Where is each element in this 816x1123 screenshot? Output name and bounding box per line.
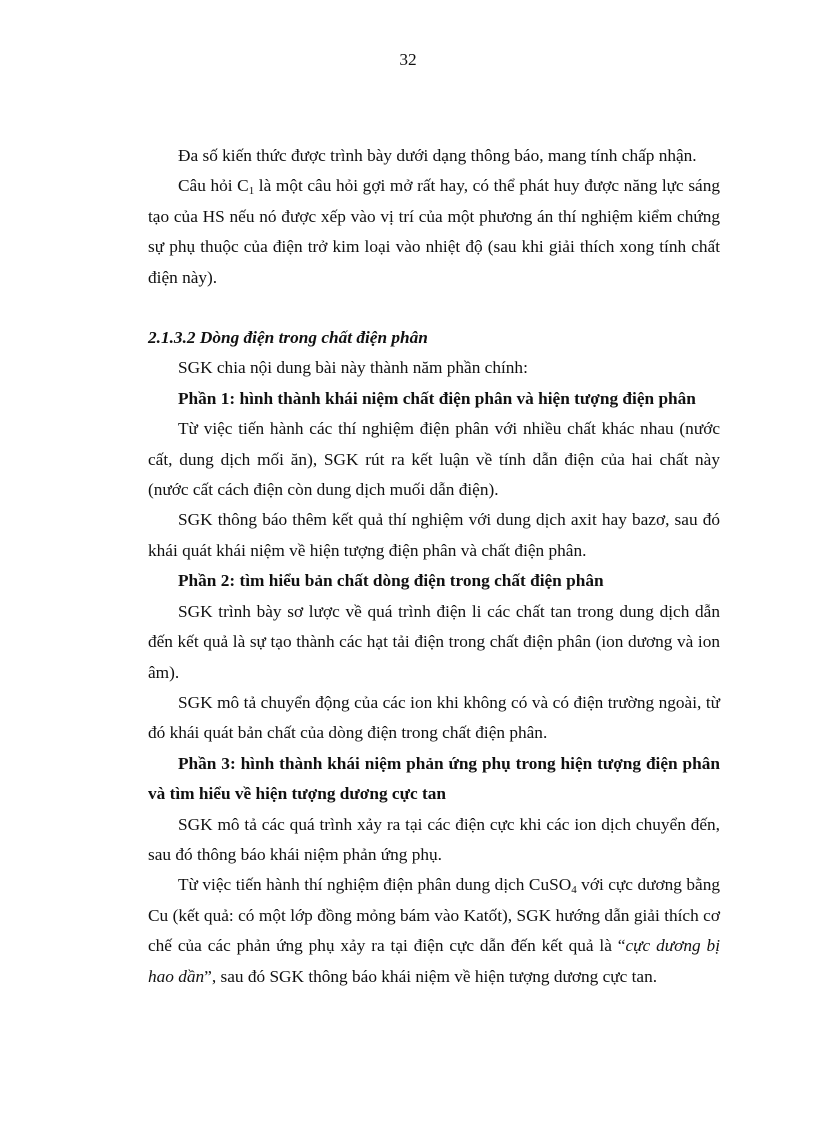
paragraph-9-text-a: Từ việc tiến hành thí nghiệm điện phân dung dịch CuSO: [178, 875, 572, 895]
paragraph-6: SGK trình bày sơ lược về quá trình điện li các chất tan trong dung dịch dẫn đến kết quả là sự tạo thành các hạt tải điện trong chất điện phân (ion dương và ion âm).: [148, 601, 720, 682]
subscript-1: 1: [248, 185, 255, 198]
part-2-title: Phần 2: tìm hiểu bản chất dòng điện trong chất điện phân: [178, 571, 604, 591]
paragraph-2: [148, 171, 720, 293]
paragraph-3: SGK chia nội dung bài này thành năm phần chính:: [178, 358, 528, 378]
paragraph-2-text-b: là một câu hỏi gợi mở rất hay, có thể phát huy được năng lực sáng tạo của HS nếu nó được xếp vào vị trí của một phương án thí nghiệm kiểm chứng sự phụ thuộc của điện trở kim loại vào nhiệt độ (sau khi giải thích xong tính chất điện này).: [148, 176, 720, 287]
page-number: 32: [399, 50, 417, 69]
body-text: [148, 141, 720, 992]
paragraph-2-text-a: Câu hỏi C: [178, 176, 249, 196]
paragraph-9-text-b: với cực dương bằng Cu (kết quả: có một lớp đồng mỏng bám vào Katốt), SGK hướng dẫn giải thích cơ chế của các phản ứng phụ xảy ra tại điện cực dẫn đến kết quả là “: [148, 875, 720, 956]
paragraph-9-text-c: ”, sau đó SGK thông báo khái niệm về hiện tượng dương cực tan.: [204, 966, 658, 986]
part-1-title: Phần 1: hình thành khái niệm chất điện phân và hiện tượng điện phân: [178, 388, 696, 408]
paragraph-5: SGK thông báo thêm kết quả thí nghiệm với dung dịch axit hay bazơ, sau đó khái quát khái niệm về hiện tượng điện phân và chất điện phân.: [148, 510, 720, 560]
paragraph-9-italic: cực dương bị hao dần: [148, 936, 720, 986]
paragraph-7: SGK mô tả chuyển động của các ion khi không có và có điện trường ngoài, từ đó khái quát bản chất của dòng điện trong chất điện phân.: [148, 692, 720, 743]
paragraph-9: [148, 870, 720, 992]
part-3-title: Phần 3: hình thành khái niệm phản ứng phụ trong hiện tượng điện phân và tìm hiểu về hiện tượng dương cực tan: [148, 753, 720, 804]
paragraph-1: Đa số kiến thức được trình bày dưới dạng thông báo, mang tính chấp nhận.: [178, 146, 697, 165]
paragraph-8: SGK mô tả các quá trình xảy ra tại các điện cực khi các ion dịch chuyển đến, sau đó thông báo khái niệm phản ứng phụ.: [148, 814, 720, 864]
paragraph-4: Từ việc tiến hành các thí nghiệm điện phân với nhiều chất khác nhau (nước cất, dung dịch mối ăn), SGK rút ra kết luận về tính dẫn điện của hai chất này (nước cất cách điện còn dung dịch muối dẫn điện).: [148, 419, 720, 500]
section-heading: 2.1.3.2 Dòng điện trong chất điện phân: [148, 328, 428, 348]
subscript-4: 4: [571, 884, 577, 897]
